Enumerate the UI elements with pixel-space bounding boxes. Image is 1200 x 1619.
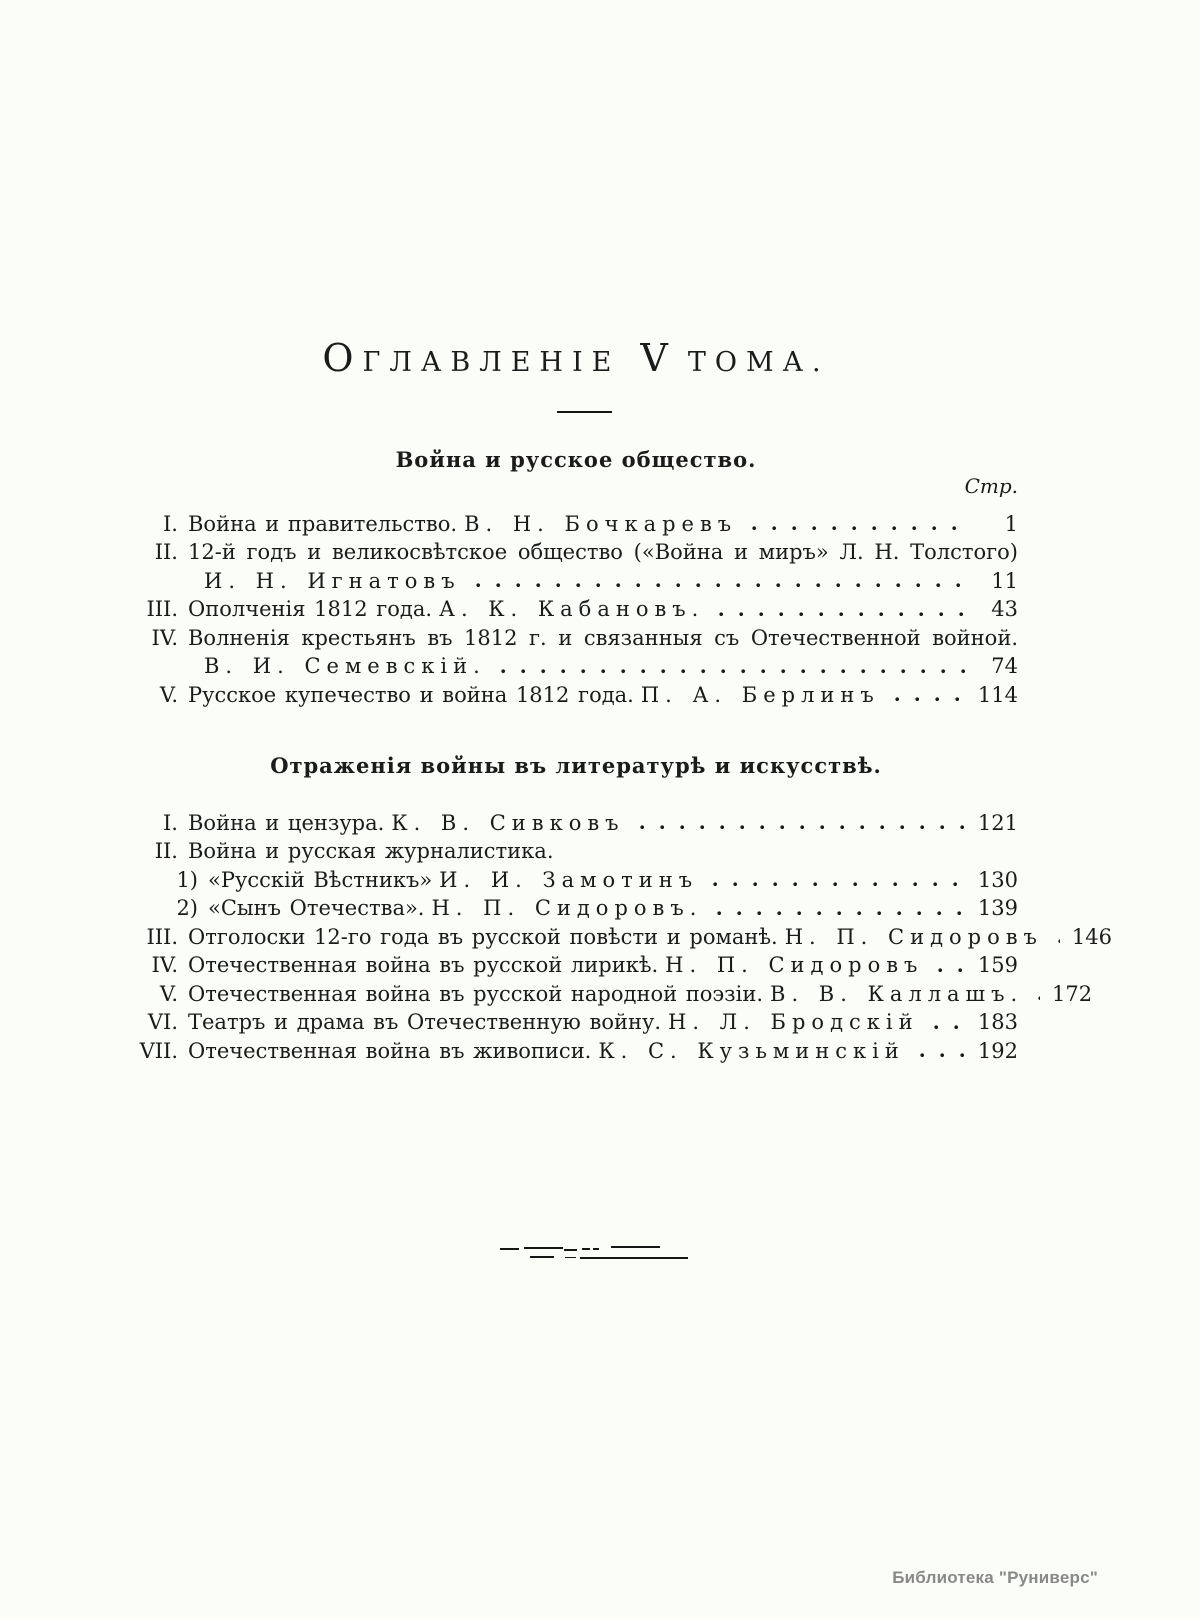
page-title: [0, 336, 1152, 380]
toc-entry-title: Война и русская журналистика.: [188, 839, 554, 864]
toc-entry-page: 43: [991, 597, 1018, 622]
toc-row: [134, 1008, 1018, 1036]
toc-entry-page: 172: [1052, 981, 1093, 1006]
dot-leader: [746, 510, 966, 538]
toc-entry-author: А. К. Кабановъ.: [439, 597, 705, 622]
toc-entry-author: В. В. Каллашъ.: [770, 981, 1024, 1006]
toc-row: [134, 809, 1018, 837]
dot-leader: [928, 1008, 966, 1036]
toc-entry-page: 139: [977, 896, 1018, 921]
toc-entry-title: Русское купечество и война 1812 года.: [188, 682, 634, 707]
toc-entry-number: I.: [163, 512, 178, 536]
ornament-segment: [530, 1256, 554, 1258]
ornament-segment: [565, 1257, 576, 1258]
library-watermark: Библиотека "Руниверс": [892, 1568, 1098, 1587]
page-column-label: Стр.: [964, 474, 1018, 498]
toc-entry-page: 1: [1004, 512, 1018, 536]
title-divider-rule: [557, 411, 612, 413]
toc-entry-title: Война и правительство.: [188, 512, 458, 536]
dot-leader: [707, 866, 966, 894]
toc-entry-number: 2): [176, 896, 198, 921]
toc-row: [134, 980, 1093, 1008]
ornament-segment: [564, 1249, 577, 1251]
toc-entry-page: 159: [977, 953, 1018, 978]
toc-entry-author: И. Н. Игнатовъ: [204, 568, 461, 593]
toc-entry-author: Н. Л. Бродскій: [668, 1010, 919, 1035]
ornament-segment: [524, 1247, 563, 1249]
toc-section2: [134, 809, 1112, 1065]
toc-row: [134, 624, 1018, 652]
toc-subrow: [134, 866, 1018, 894]
toc-entry-number: VII.: [139, 1038, 178, 1063]
dot-leader: [634, 809, 966, 837]
toc-entry-number: 1): [176, 867, 198, 892]
toc-entry-title: Отечественная война въ русской лирикѣ.: [188, 953, 659, 978]
toc-row: [134, 595, 1018, 623]
toc-entry-title: «Русскій Вѣстникъ»: [208, 867, 433, 892]
toc-entry-author: В. И. Семевскій.: [204, 654, 486, 679]
toc-entry-author: И. И. Замотинъ: [439, 867, 699, 892]
toc-entry-author: Н. П. Сидоровъ: [665, 953, 924, 978]
toc-row: [134, 1037, 1018, 1065]
toc-entry-title: «Сынъ Отечества».: [208, 896, 425, 921]
toc-entry-page: 11: [991, 568, 1018, 593]
dot-leader: [1032, 980, 1040, 1008]
title-volume-numeral: V: [640, 336, 672, 380]
toc-entry-page: 114: [977, 682, 1018, 707]
toc-entry-title: Отголоски 12-го года въ русской повѣсти и романѣ.: [188, 924, 778, 949]
toc-entry-page: 121: [977, 811, 1018, 835]
toc-entry-author: Н. П. Сидоровъ.: [431, 896, 703, 921]
toc-section1: [134, 510, 1018, 709]
toc-entry-author: В. Н. Бочкаревъ: [464, 512, 738, 536]
toc-row: [134, 538, 1018, 566]
section2-heading: Отраженія войны въ литературѣ и искусствѣ.: [270, 753, 882, 778]
dot-leader: [470, 567, 966, 595]
dot-leader: [711, 894, 966, 922]
title-initial: О: [322, 336, 363, 380]
ornament-segment: [611, 1246, 660, 1248]
toc-entry-title: Война и цензура.: [188, 811, 385, 835]
toc-row: [134, 837, 1018, 865]
ornament-segment: [582, 1248, 590, 1250]
toc-entry-page: 192: [977, 1038, 1018, 1063]
toc-entry-author: К. С. Кузьминскій: [598, 1038, 905, 1063]
ornament-segment: [500, 1248, 519, 1250]
toc-entry-author: Н. П. Сидоровъ: [784, 924, 1043, 949]
toc-entry-number: III.: [146, 924, 178, 949]
toc-entry-author: К. В. Сивковъ: [391, 811, 625, 835]
toc-entry-number: VI.: [147, 1010, 178, 1035]
title-word1: ГЛАВЛЕНІЕ: [362, 347, 621, 378]
toc-entry-title: Отечественная война въ живописи.: [188, 1038, 592, 1063]
toc-row-continuation: [134, 567, 1018, 595]
section1-heading: Война и русское общество.: [395, 447, 757, 472]
dot-leader: [932, 951, 966, 979]
toc-entry-title: Ополченія 1812 года.: [188, 597, 433, 622]
toc-row: [134, 951, 1018, 979]
toc-entry-page: 130: [977, 867, 1018, 892]
dot-leader: [914, 1037, 966, 1065]
toc-entry-number: III.: [146, 597, 178, 622]
ornament-segment: [580, 1257, 688, 1259]
toc-entry-author: П. А. Берлинъ: [640, 682, 880, 707]
toc-entry-number: I.: [163, 811, 178, 835]
toc-entry-number: V.: [159, 981, 178, 1006]
ornament-segment: [593, 1248, 599, 1250]
dot-leader: [713, 595, 966, 623]
toc-subrow: [134, 894, 1018, 922]
toc-entry-number: IV.: [151, 953, 178, 978]
toc-entry-number: V.: [159, 682, 178, 707]
toc-row: [134, 923, 1112, 951]
toc-entry-page: 183: [977, 1010, 1018, 1035]
dot-leader: [1052, 923, 1060, 951]
toc-row: [134, 681, 1018, 709]
toc-entry-number: II.: [154, 839, 178, 864]
toc-row-continuation: [134, 652, 1018, 680]
toc-entry-page: 146: [1071, 924, 1112, 949]
toc-row: [134, 510, 1018, 538]
toc-entry-title: Волненія крестьянъ въ 1812 г. и связанныя съ Отечественной войной.: [188, 625, 1018, 650]
toc-entry-number: II.: [154, 540, 178, 565]
toc-entry-title: 12-й годъ и великосвѣтское общество («Война и миръ» Л. Н. Толстого): [188, 540, 1018, 565]
dot-leader: [889, 681, 966, 709]
toc-entry-title: Театръ и драма въ Отечественную войну.: [188, 1010, 662, 1035]
toc-entry-title: Отечественная война въ русской народной поэзіи.: [188, 981, 764, 1006]
toc-entry-page: 74: [991, 654, 1018, 679]
toc-entry-number: IV.: [151, 625, 178, 650]
title-word2: ТОМА.: [687, 347, 830, 378]
dot-leader: [495, 652, 966, 680]
